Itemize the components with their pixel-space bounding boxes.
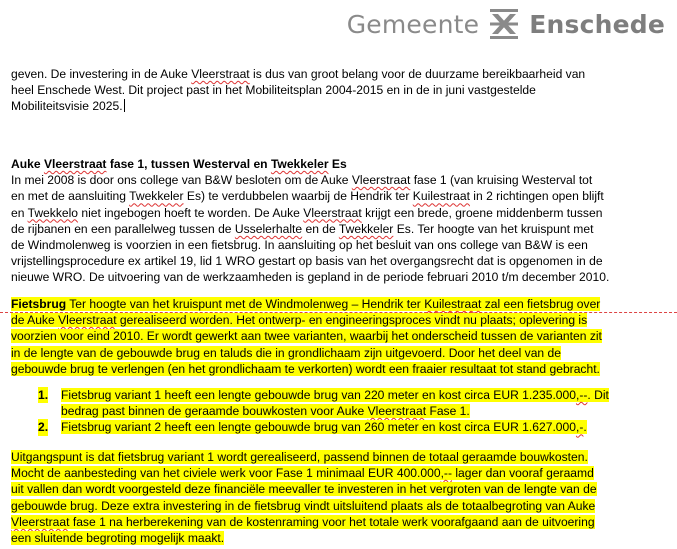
text-run: geven. De investering in de Auke: [11, 67, 192, 81]
section-fietsbrug[interactable]: Fietsbrug Ter hoogte van het kruispunt met de Windmolenweg – Hendrik ter Kuilestraat zal een fietsbrug over de Auke Vleerstraat gerealiseerd worden. Het ontwerp- en engineeringsproces vindt nu plaats; oplevering is voorzien voor eind 2010. Er wordt gewerkt aan twee varianten, waarbij het onderscheid tussen de varianten zit in de lengte van de gebouwde brug en taluds die in grondlichaam zijn uitgevoerd. Door het deel van de gebouwde brug te verlengen (en het grondlichaam te verkorten) wordt een fraaier resultaat tot stand gebracht.: [11, 297, 602, 376]
section-heading: Fietsbrug: [11, 297, 67, 311]
text-line: Mobiliteitsvisie 2025.: [11, 99, 123, 114]
section-auke-vleerstraat[interactable]: Auke Vleerstraat fase 1, tussen Westerval en Twekkeler Es In mei 2008 is door ons college van B&W besloten om de Auke Vleerstraat fase 1 (van kruising Westerval tot en met de aansluiting Twekkeler Es) te verdubbelen waarbij de Hendrik ter Kuilestraat in 2 richtingen open blijft en Twekkelo niet ingebogen hoeft te worden. De Auke Vleerstraat krijgt een brede, groene middenberm tussen de rijbanen en een parallelweg tussen de Usselerhalte en de Twekkeler Es. Ter hoogte van het kruispunt met de Windmolenweg is voorzien in een fietsbrug. In aansluiting op het besluit van ons college van B&W is een vrijstellingsprocedure ex artikel 19, lid 1 WRO gestart op basis van het overgangsrecht dat is opgenomen in de nieuwe WRO. De uitvoering van de werkzaamheden is gepland in de periode februari 2010 t/m december 2010.: [11, 156, 671, 286]
text-run: is dus van groot belang voor de duurzame bereikbaarheid van: [249, 67, 586, 81]
variants-list[interactable]: [11, 387, 671, 436]
logo-text-enschede: Enschede: [529, 9, 665, 39]
gemeente-enschede-logo: [347, 6, 665, 42]
list-item: 1. Fietsbrug variant 1 heeft een lengte gebouwde brug van 220 meter en kost circa EUR 1.235.000,--. Dit bedrag past binnen de geraamde bouwkosten voor Auke Vleerstraat Fase 1.: [38, 388, 609, 419]
text-run-spellcheck: Vleerstraat: [191, 67, 250, 81]
section-heading: Auke Vleerstraat fase 1, tussen Westerval en Twekkeler Es: [11, 157, 347, 171]
text-line: heel Enschede West. Dit project past in het Mobiliteitsplan 2004-2015 en in de in juni vastgestelde: [11, 83, 536, 98]
intro-paragraph[interactable]: [11, 66, 671, 115]
logo-text-gemeente: Gemeente: [346, 9, 480, 39]
list-item: 2. Fietsbrug variant 2 heeft een lengte gebouwde brug van 260 meter en kost circa EUR 1.627.000,-.: [38, 420, 587, 435]
enschede-emblem-icon: [489, 8, 519, 40]
text-cursor: [124, 99, 125, 112]
section-uitgangspunt[interactable]: Uitgangspunt is dat fietsbrug variant 1 wordt gerealiseerd, passend binnen de totaal geraamde bouwkosten. Mocht de aanbesteding van het civiele werk voor Fase 1 minimaal EUR 400.000,-- lager dan vooraf geraamd uit vallen dan wordt voorgesteld deze financiële meevaller te investeren in het vergroten van de lengte van de gebouwde brug. Deze extra investering in de fietsbrug vindt uitsluitend plaats als de totaalbegroting van Auke Vleerstraat fase 1 na herberekening van de kostenraming voor het totale werk voorafgaand aan de uitvoering een sluitende begroting mogelijk maakt.: [11, 450, 597, 546]
